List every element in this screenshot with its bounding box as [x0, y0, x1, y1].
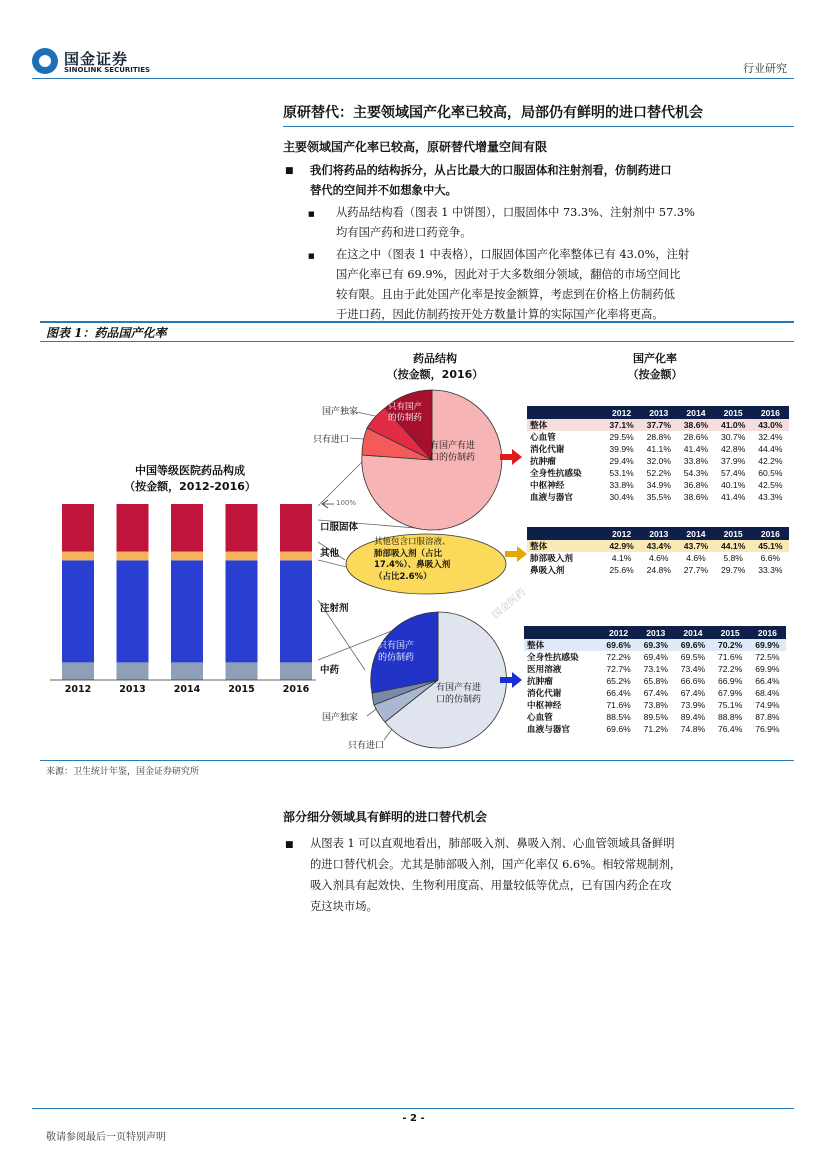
table-header-cell: 2016	[752, 527, 789, 540]
table-cell: 52.2%	[646, 468, 671, 478]
table-cell: 73.8%	[643, 700, 668, 710]
table-cell: 75.1%	[717, 700, 743, 710]
table-header-cell: 2013	[640, 527, 677, 540]
bar-year-label: 2016	[282, 684, 310, 695]
bar-segment-other	[117, 552, 149, 561]
table-row	[527, 491, 789, 503]
bar-segment-tcm	[280, 662, 312, 680]
table-row	[524, 711, 786, 723]
table-cell: 74.9%	[755, 700, 780, 710]
table-cell: 72.2%	[717, 664, 743, 674]
square-bullet-icon: ■	[308, 252, 315, 260]
bar-segment-inj	[226, 560, 258, 662]
table-header-cell: 2012	[603, 406, 640, 419]
table-cell: 33.3%	[758, 565, 783, 575]
table-row	[524, 639, 786, 651]
table-cell: 66.4%	[755, 676, 780, 686]
footer-disclaimer: 敬请参阅最后一页特别声明	[46, 1132, 166, 1143]
table-cell: 43.0%	[752, 419, 789, 431]
table-cell: 38.6%	[683, 492, 709, 502]
row-label: 肺部吸入剂	[530, 553, 573, 563]
subsection-title-2: 部分细分领域具有鲜明的进口替代机会	[283, 810, 488, 824]
subsection-title-1: 主要领域国产化率已较高，原研替代增量空间有限	[283, 140, 548, 154]
row-label: 鼻吸入剂	[530, 565, 565, 575]
table-header-cell: 2014	[674, 626, 711, 639]
table-cell: 54.3%	[683, 468, 709, 478]
table-header-cell: 2015	[715, 527, 752, 540]
table-cell: 42.9%	[603, 540, 640, 552]
table-cell: 87.8%	[755, 712, 780, 722]
bar-segment-other	[171, 552, 203, 561]
logo-text-cn: 国金证券	[64, 50, 129, 68]
bullet-main: 我们将药品的结构拆分，从占比最大的口服固体和注射剂看，仿制药进口 替代的空间并不如想象中大。	[310, 163, 672, 197]
table-cell: 29.4%	[609, 456, 634, 466]
stacked-bar-chart	[62, 504, 312, 680]
other-ellipse-text: 其他包含口服溶液、 肺部吸入剂（占比 17.4%）、鼻吸入剂 （占比2.6%）	[374, 537, 451, 582]
table-row	[527, 467, 789, 479]
segment-label-oral: 口服固体	[320, 522, 359, 533]
table-cell: 41.1%	[646, 444, 671, 454]
table-cell: 72.2%	[606, 652, 631, 662]
figure-source: 来源：卫生统计年鉴，国金证券研究所	[46, 767, 200, 777]
bar-segment-oral	[62, 504, 94, 552]
table-header-cell: 2015	[715, 406, 752, 419]
bar-segment-other	[62, 552, 94, 561]
table-cell: 69.5%	[680, 652, 706, 662]
bar-segment-inj	[280, 560, 312, 662]
table-header-cell: 2014	[677, 406, 714, 419]
figure-title: 图表 1：药品国产化率	[46, 326, 167, 340]
pie-top-label-import-only: 只有进口	[313, 435, 350, 445]
table-cell: 66.6%	[680, 676, 706, 686]
row-label: 医用溶液	[527, 664, 562, 674]
table-cell: 88.5%	[606, 712, 631, 722]
table-header-cell	[524, 626, 600, 639]
table-row	[527, 479, 789, 491]
table-cell: 41.0%	[715, 419, 752, 431]
table-row	[524, 663, 786, 675]
page-number: - 2 -	[402, 1113, 425, 1124]
table-cell: 69.6%	[674, 639, 711, 651]
table-cell: 53.1%	[609, 468, 634, 478]
table-oral-solid	[527, 406, 789, 503]
table-cell: 42.8%	[720, 444, 746, 454]
section-title: 原研替代：主要领域国产化率已较高，局部仍有鲜明的进口替代机会	[283, 105, 703, 121]
table-cell: 41.4%	[683, 444, 709, 454]
segment-label-inj: 注射剂	[320, 603, 349, 614]
table-cell: 68.4%	[755, 688, 780, 698]
pie-bottom	[371, 612, 507, 748]
bar-segment-inj	[117, 560, 149, 662]
row-label: 血液与器官	[530, 492, 573, 502]
table-cell: 24.8%	[646, 565, 671, 575]
pie-header: 药品结构 （按金额，2016）	[386, 352, 484, 381]
table-cell: 69.6%	[600, 639, 637, 651]
table-row	[524, 675, 786, 687]
row-label: 整体	[527, 419, 603, 431]
row-label: 全身性抗感染	[527, 652, 579, 662]
table-row	[527, 419, 789, 431]
table-cell: 73.1%	[643, 664, 668, 674]
bar-segment-inj	[62, 560, 94, 662]
table-row	[524, 699, 786, 711]
table-cell: 43.7%	[677, 540, 714, 552]
table-cell: 33.8%	[683, 456, 709, 466]
report-category: 行业研究	[743, 62, 787, 75]
table-cell: 67.4%	[680, 688, 706, 698]
table-cell: 37.1%	[603, 419, 640, 431]
watermark: 国金医药	[490, 586, 529, 622]
table-row	[527, 540, 789, 552]
table-cell: 34.9%	[646, 480, 671, 490]
row-label: 整体	[524, 639, 600, 651]
table-cell: 44.1%	[715, 540, 752, 552]
table-cell: 67.9%	[717, 688, 743, 698]
pie-top-label-both: 有国产有进 口的仿制药	[430, 441, 476, 463]
pie-top-label-exclusive: 国产独家	[322, 407, 359, 417]
yellow-arrow-icon	[505, 546, 527, 562]
table-row	[527, 564, 789, 576]
table-row	[524, 687, 786, 699]
table-cell: 71.6%	[606, 700, 631, 710]
bar-segment-other	[280, 552, 312, 561]
table-cell: 28.6%	[683, 432, 709, 442]
table-cell: 67.4%	[643, 688, 668, 698]
logo-text-en: SINOLINK SECURITIES	[64, 66, 151, 74]
square-bullet-icon: ■	[285, 166, 294, 176]
pie-bottom-label-import-only: 只有进口	[348, 741, 385, 751]
segment-label-tcm: 中药	[320, 665, 340, 676]
table-cell: 66.4%	[606, 688, 631, 698]
table-cell: 5.8%	[723, 553, 743, 563]
red-arrow-icon	[500, 449, 522, 465]
table-cell: 37.9%	[720, 456, 746, 466]
pct100-label: 100%	[336, 499, 357, 507]
sub-bullet-1: 从药品结构看（图表 1 中饼图），口服固体中 73.3%、注射剂中 57.3% 均有国产药和进口药竞争。	[336, 206, 695, 239]
row-label: 消化代谢	[527, 688, 562, 698]
table-cell: 88.8%	[717, 712, 743, 722]
table-cell: 36.8%	[683, 480, 709, 490]
table-cell: 69.6%	[606, 724, 631, 734]
table-cell: 65.2%	[606, 676, 631, 686]
row-label: 血液与器官	[527, 724, 570, 734]
table-injection	[524, 626, 786, 735]
row-label: 整体	[527, 540, 603, 552]
table-cell: 30.7%	[720, 432, 746, 442]
table-cell: 66.9%	[717, 676, 743, 686]
table-header-cell: 2012	[600, 626, 637, 639]
table-cell: 76.4%	[717, 724, 743, 734]
pie-bottom-label-with-generic: 只有国产 的仿制药	[378, 641, 415, 663]
table-cell: 44.4%	[758, 444, 783, 454]
table-header-cell	[527, 527, 603, 540]
bar-segment-tcm	[62, 662, 94, 680]
bar-segment-tcm	[226, 662, 258, 680]
bar-year-label: 2012	[64, 684, 92, 695]
rate-header: 国产化率 （按金额）	[627, 352, 683, 381]
table-cell: 72.5%	[755, 652, 780, 662]
table-header-cell: 2016	[752, 406, 789, 419]
table-row	[527, 552, 789, 564]
table-cell: 73.9%	[680, 700, 706, 710]
bar-segment-oral	[280, 504, 312, 552]
table-cell: 71.6%	[717, 652, 743, 662]
square-bullet-icon: ■	[308, 210, 315, 218]
square-bullet-icon: ■	[285, 840, 294, 850]
table-cell: 69.9%	[749, 639, 786, 651]
table-cell: 25.6%	[609, 565, 634, 575]
table-cell: 32.0%	[646, 456, 671, 466]
bar-year-label: 2015	[228, 684, 255, 695]
row-label: 全身性抗感染	[530, 468, 582, 478]
table-cell: 57.4%	[720, 468, 746, 478]
table-cell: 45.1%	[752, 540, 789, 552]
table-cell: 71.2%	[643, 724, 668, 734]
table-cell: 69.9%	[755, 664, 780, 674]
table-cell: 37.7%	[640, 419, 677, 431]
table-cell: 38.6%	[677, 419, 714, 431]
table-cell: 42.5%	[758, 480, 783, 490]
table-cell: 4.6%	[686, 553, 706, 563]
table-cell: 76.9%	[755, 724, 780, 734]
table-cell: 69.3%	[637, 639, 674, 651]
table-cell: 65.8%	[643, 676, 668, 686]
table-header-cell: 2012	[603, 527, 640, 540]
bar-year-label: 2014	[173, 684, 201, 695]
row-label: 心血管	[527, 712, 553, 722]
bar-year-label: 2013	[119, 684, 146, 695]
table-row	[524, 723, 786, 735]
row-label: 心血管	[530, 432, 556, 442]
table-cell: 4.6%	[648, 553, 669, 563]
table-cell: 42.2%	[758, 456, 783, 466]
sub-bullet-2: 在这之中（图表 1 中表格），口服固体国产化率整体已有 43.0%，注射 国产化率已有 69.9%，因此对于大多数细分领域，翻倍的市场空间比 较有限。且由于此处国产化率是按金额算，考虑到在价格上仿制药低 于进口药，因此仿制药按开处方数量计算的实际国产化率将更高。	[336, 248, 690, 321]
row-label: 抗肿瘤	[530, 456, 556, 466]
table-cell: 73.4%	[680, 664, 706, 674]
table-cell: 27.7%	[683, 565, 709, 575]
pie-top-label-with-generic: 只有国产 的仿制药	[388, 402, 423, 423]
table-cell: 33.8%	[609, 480, 634, 490]
table-cell: 89.5%	[643, 712, 668, 722]
bar-segment-oral	[117, 504, 149, 552]
table-cell: 43.4%	[640, 540, 677, 552]
table-cell: 69.4%	[643, 652, 668, 662]
bar-title: 中国等级医院药品构成 （按金额，2012-2016）	[124, 464, 256, 493]
table-cell: 60.5%	[758, 468, 783, 478]
table-cell: 41.4%	[720, 492, 746, 502]
table-cell: 40.1%	[720, 480, 746, 490]
table-cell: 28.8%	[646, 432, 671, 442]
row-label: 抗肿瘤	[527, 676, 553, 686]
segment-label-other: 其他	[320, 548, 340, 559]
table-header-cell: 2014	[677, 527, 714, 540]
bar-segment-oral	[226, 504, 258, 552]
table-row	[527, 431, 789, 443]
table-cell: 35.5%	[646, 492, 671, 502]
table-cell: 29.5%	[609, 432, 634, 442]
bar-segment-oral	[171, 504, 203, 552]
bar-segment-other	[226, 552, 258, 561]
table-header-cell: 2013	[637, 626, 674, 639]
table-header-cell: 2013	[640, 406, 677, 419]
table-cell: 30.4%	[609, 492, 634, 502]
table-cell: 6.6%	[760, 553, 781, 563]
table-other	[527, 527, 789, 576]
table-row	[524, 651, 786, 663]
bar-segment-tcm	[117, 662, 149, 680]
table-header-cell: 2015	[712, 626, 749, 639]
table-cell: 39.9%	[609, 444, 634, 454]
row-label: 消化代谢	[530, 444, 565, 454]
table-row	[527, 455, 789, 467]
pct100-arrow-icon	[322, 500, 334, 508]
table-cell: 43.3%	[758, 492, 783, 502]
pie-bottom-label-both: 有国产有进 口的仿制药	[436, 683, 482, 705]
table-cell: 4.1%	[611, 553, 632, 563]
table-cell: 32.4%	[758, 432, 783, 442]
table-header-cell: 2016	[749, 626, 786, 639]
table-cell: 72.7%	[606, 664, 631, 674]
bar-segment-inj	[171, 560, 203, 662]
paragraph-2: 从图表 1 可以直观地看出，肺部吸入剂、鼻吸入剂、心血管领域具备鲜明 的进口替代机会。尤其是肺部吸入剂，国产化率仅 6.6%。相较常规制剂， 吸入剂具有起效快、生物利用度高、用量较低等优点，已有国内药企在攻 克这块市场。	[310, 837, 682, 913]
table-row	[527, 443, 789, 455]
row-label: 中枢神经	[527, 700, 562, 710]
table-cell: 29.7%	[720, 565, 746, 575]
table-cell: 70.2%	[712, 639, 749, 651]
row-label: 中枢神经	[530, 480, 565, 490]
footer-divider	[32, 1108, 794, 1109]
bar-segment-tcm	[171, 662, 203, 680]
table-cell: 74.8%	[680, 724, 706, 734]
table-cell: 89.4%	[680, 712, 706, 722]
table-header-cell	[527, 406, 603, 419]
figure-bottom-rule	[40, 760, 794, 761]
pie-bottom-label-exclusive: 国产独家	[322, 713, 359, 723]
